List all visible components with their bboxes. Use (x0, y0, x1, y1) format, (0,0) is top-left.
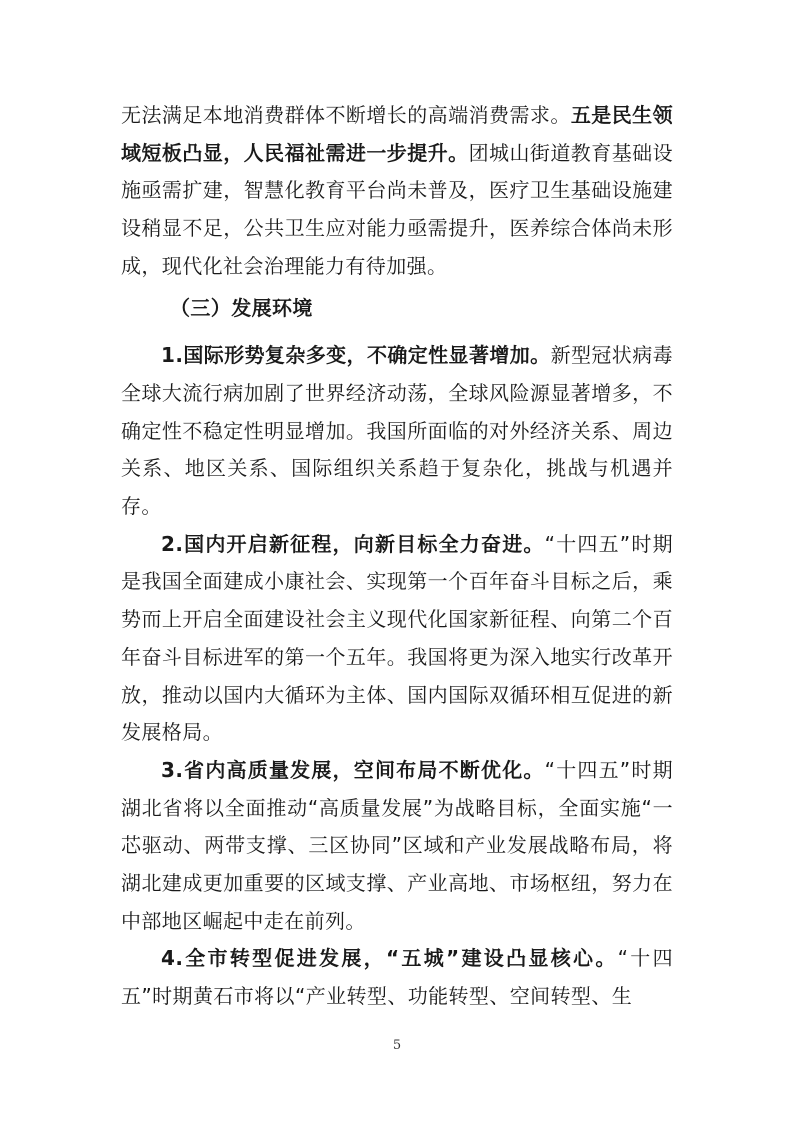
list-item-title: 3.省内高质量发展，空间布局不断优化。 (161, 757, 545, 782)
list-item-title: 2.国内开启新征程，向新目标全力奋进。 (161, 531, 545, 556)
list-item (121, 337, 673, 526)
paragraph-text: 无法满足本地消费群体不断增长的高端消费需求。 (121, 103, 571, 127)
section-heading: （三）发展环境 (170, 295, 313, 320)
list-item-body: “十四五”时期是我国全面建成小康社会、实现第一个百年奋斗目标之后，乘势而上开启全面建设社会主义现代化国家新征程、向第二个百年奋斗目标进军的第一个五年。我国将更为深入地实行改革开放，推动以国内大循环为主体、国内国际双循环相互促进的新发展格局。 (121, 531, 673, 745)
body-text (121, 97, 673, 1016)
paragraph-text: 团城山街道教育基础设施亟需扩建，智慧化教育平台尚未普及，医疗卫生基础设施建设稍显不足，公共卫生应对能力亟需提升，医养综合体尚未形成，现代化社会治理能力有待加强。 (121, 140, 673, 278)
list-item-title: 4.全市转型促进发展，“五城”建设凸显核心。 (161, 946, 618, 971)
list-item-body: “十四五”时期湖北省将以全面推动“高质量发展”为战略目标，全面实施“一芯驱动、两带支撑、三区协同”区域和产业发展战略布局，将湖北建成更加重要的区域支撑、产业高地、市场枢纽，努力在中部地区崛起中走在前列。 (121, 757, 673, 933)
list-item (121, 526, 673, 752)
list-item-title: 1.国际形势复杂多变，不确定性显著增加。 (161, 343, 551, 368)
paragraph-bold-lead: 五是民生领域短板凸显，人民福祉需进一步提升。 (121, 103, 673, 165)
paragraph-continuation (121, 97, 673, 286)
list-item-body: 新型冠状病毒全球大流行病加剧了世界经济动荡，全球风险源显著增多，不确定性不稳定性明显增加。我国所面临的对外经济关系、周边关系、地区关系、国际组织关系趋于复杂化，挑战与机遇并存。 (121, 343, 673, 519)
list-item (121, 752, 673, 941)
page-number: 5 (392, 1038, 402, 1053)
list-item (121, 940, 673, 1015)
list-item-body: “十四五”时期黄石市将以“产业转型、功能转型、空间转型、生 (121, 946, 673, 1009)
